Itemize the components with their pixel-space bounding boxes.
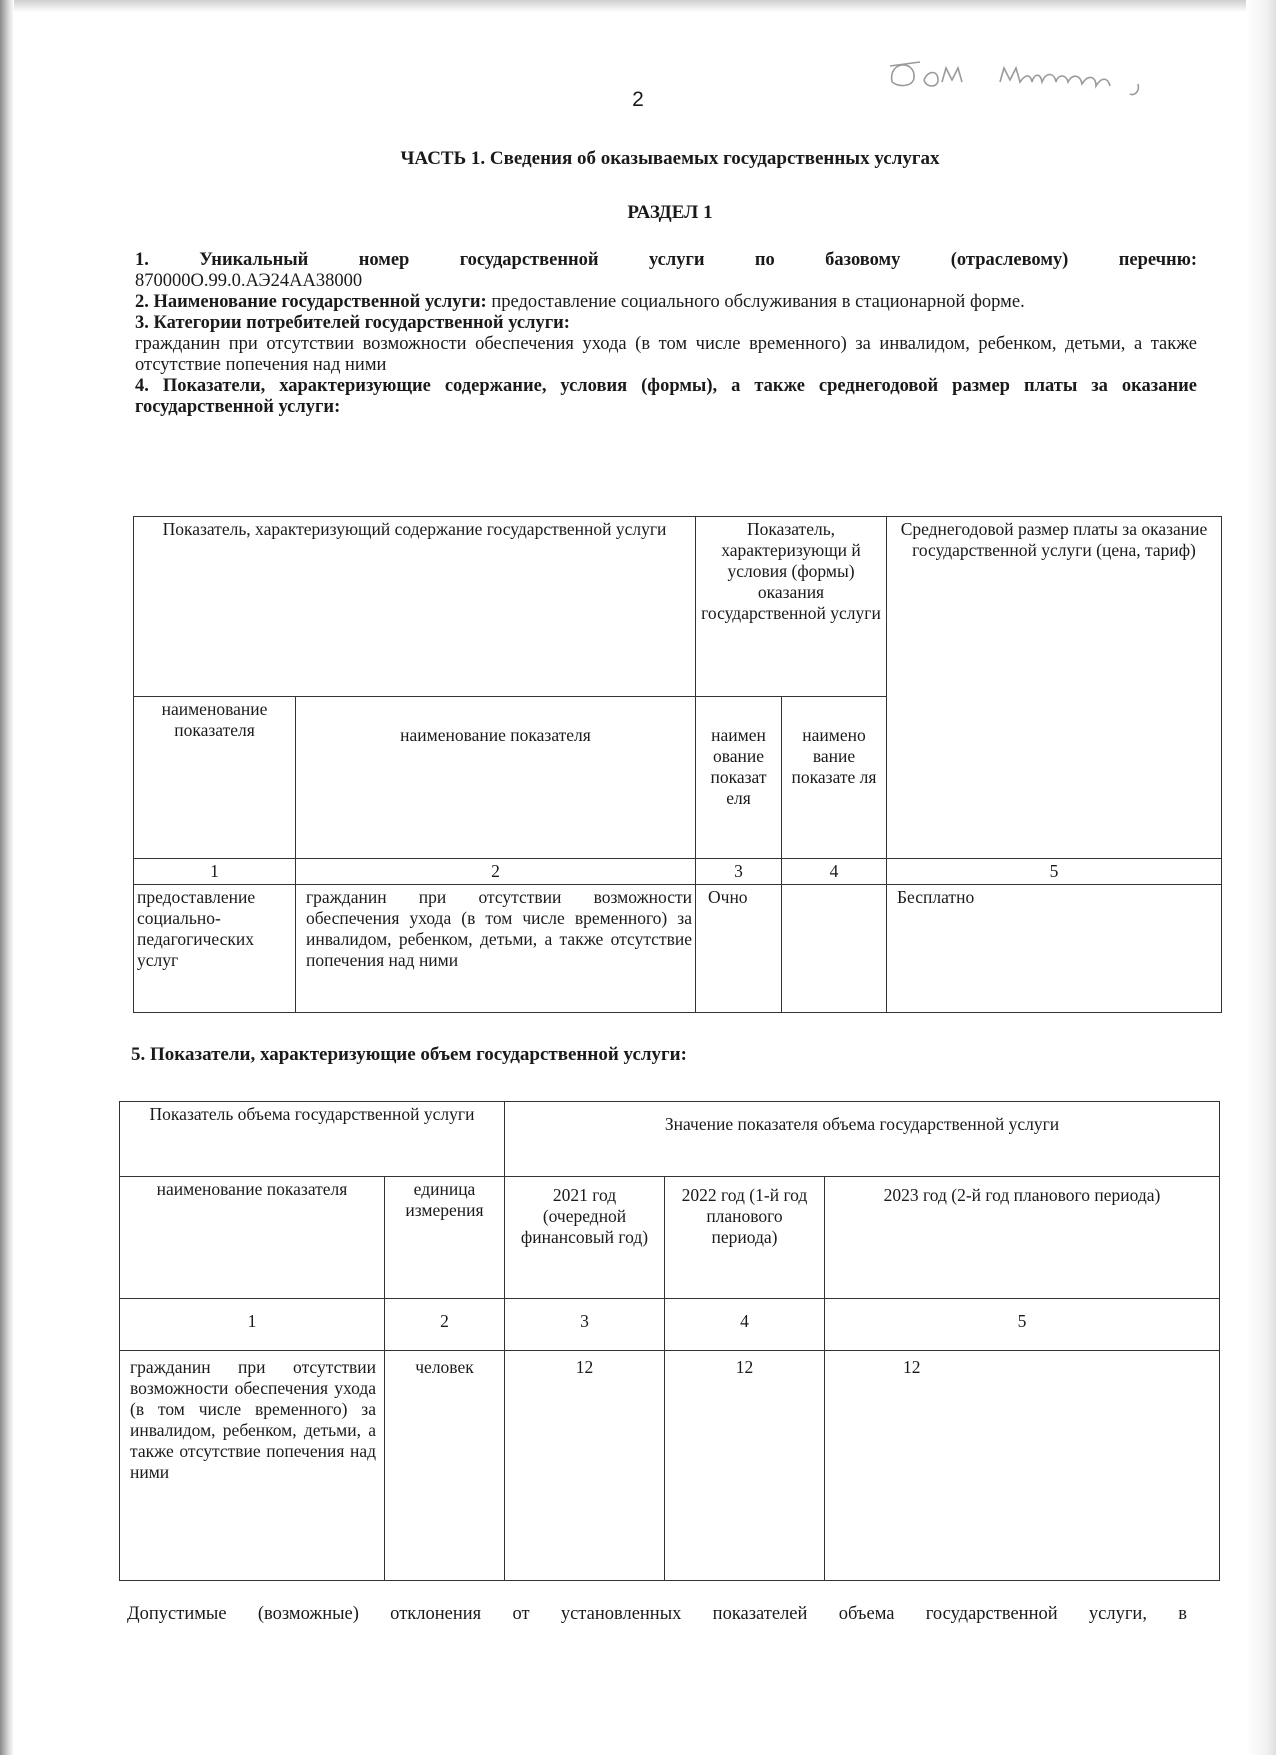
part-heading: ЧАСТЬ 1. Сведения об оказываемых государственных услугах: [400, 148, 940, 169]
scan-edge-right: [1246, 0, 1276, 1755]
item-3-label: 3. Категории потребителей государственной услуги:: [135, 313, 570, 333]
column-number: 1: [134, 859, 296, 885]
cell-indicator-name: гражданин при отсутствии возможности обеспечения ухода (в том числе временного) за инвалидом, ребенком, детьми, а также отсутствие попечения над ними: [120, 1351, 385, 1581]
item-1-value: 870000О.99.0.АЭ24АА38000: [135, 271, 363, 291]
scan-edge-left: [0, 0, 14, 1755]
item-2-value: предоставление социального обслуживания в стационарной форме.: [491, 292, 1025, 312]
cell-form: Очно: [696, 885, 782, 1013]
header-volume-indicator: Показатель объема государственной услуги: [120, 1102, 505, 1177]
column-number: 3: [696, 859, 782, 885]
table-row: [134, 885, 1222, 1013]
column-number: 5: [825, 1299, 1220, 1351]
subheader-2021: 2021 год (очередной финансовый год): [505, 1177, 665, 1299]
subheader-2023: 2023 год (2-й год планового периода): [825, 1177, 1220, 1299]
cell-empty: [782, 885, 887, 1013]
table-row: [120, 1102, 1220, 1177]
item-3: [135, 313, 1197, 334]
header-average-fee: Среднегодовой размер платы за оказание государственной услуги (цена, тариф): [887, 517, 1222, 859]
service-volume-table: [119, 1101, 1220, 1581]
header-volume-value: Значение показателя объема государственной услуги: [505, 1102, 1220, 1177]
item-3-value: гражданин при отсутствии возможности обеспечения ухода (в том числе временного) за инвалидом, ребенком, детьми, а также отсутствие попечения над ними: [135, 334, 1197, 375]
cell-consumer-category: гражданин при отсутствии возможности обеспечения ухода (в том числе временного) за инвалидом, ребенком, детьми, а также отсутствие попечения над ними: [296, 885, 696, 1013]
cell-value-2022: 12: [665, 1351, 825, 1581]
table-row: [134, 859, 1222, 885]
header-content-indicator: Показатель, характеризующий содержание государственной услуги: [134, 517, 696, 697]
subheader-2022: 2022 год (1-й год планового периода): [665, 1177, 825, 1299]
item-4-label: 4. Показатели, характеризующие содержание, условия (формы), а также среднегодовой размер платы за оказание государственной услуги:: [135, 376, 1197, 417]
table-row: [120, 1299, 1220, 1351]
column-number: 2: [296, 859, 696, 885]
column-number: 4: [782, 859, 887, 885]
scan-edge-top: [0, 0, 1276, 12]
item-1-label: 1. Уникальный номер государственной услуги по базовому (отраслевому) перечню:: [135, 250, 1197, 270]
service-content-table: [133, 516, 1222, 1013]
subheader-col-1: наименование показателя: [134, 697, 296, 859]
page-number: 2: [632, 88, 644, 111]
subheader-col-3: наимен ование показат еля: [696, 697, 782, 859]
table-row: [120, 1351, 1220, 1581]
subheader-unit: единица измерения: [385, 1177, 505, 1299]
cell-fee: Бесплатно: [887, 885, 1222, 1013]
table-row: [134, 517, 1222, 697]
item-5-label: 5. Показатели, характеризующие объем государственной услуги:: [131, 1044, 687, 1065]
column-number: 2: [385, 1299, 505, 1351]
subheader-col-4: наимено вание показате ля: [782, 697, 887, 859]
column-number: 5: [887, 859, 1222, 885]
cell-value-2021: 12: [505, 1351, 665, 1581]
column-number: 4: [665, 1299, 825, 1351]
header-conditions-indicator: Показатель, характеризующи й условия (формы) оказания государственной услуги: [696, 517, 887, 697]
column-number: 3: [505, 1299, 665, 1351]
item-4: [135, 376, 1197, 418]
subheader-indicator-name: наименование показателя: [120, 1177, 385, 1299]
item-1: [135, 250, 1197, 271]
table-row: [120, 1177, 1220, 1299]
cell-value-2023: 12: [825, 1351, 1220, 1581]
footer-deviation-text: Допустимые (возможные) отклонения от установленных показателей объема государственной услуги, в: [127, 1604, 1187, 1624]
item-2: [135, 292, 1197, 313]
column-number: 1: [120, 1299, 385, 1351]
service-description: [135, 250, 1197, 418]
section-heading: РАЗДЕЛ 1: [627, 202, 713, 223]
cell-unit: человек: [385, 1351, 505, 1581]
subheader-col-2: наименование показателя: [296, 697, 696, 859]
item-2-label: 2. Наименование государственной услуги:: [135, 292, 487, 312]
cell-service-type: предоставление социально-педагогических услуг: [134, 885, 296, 1013]
